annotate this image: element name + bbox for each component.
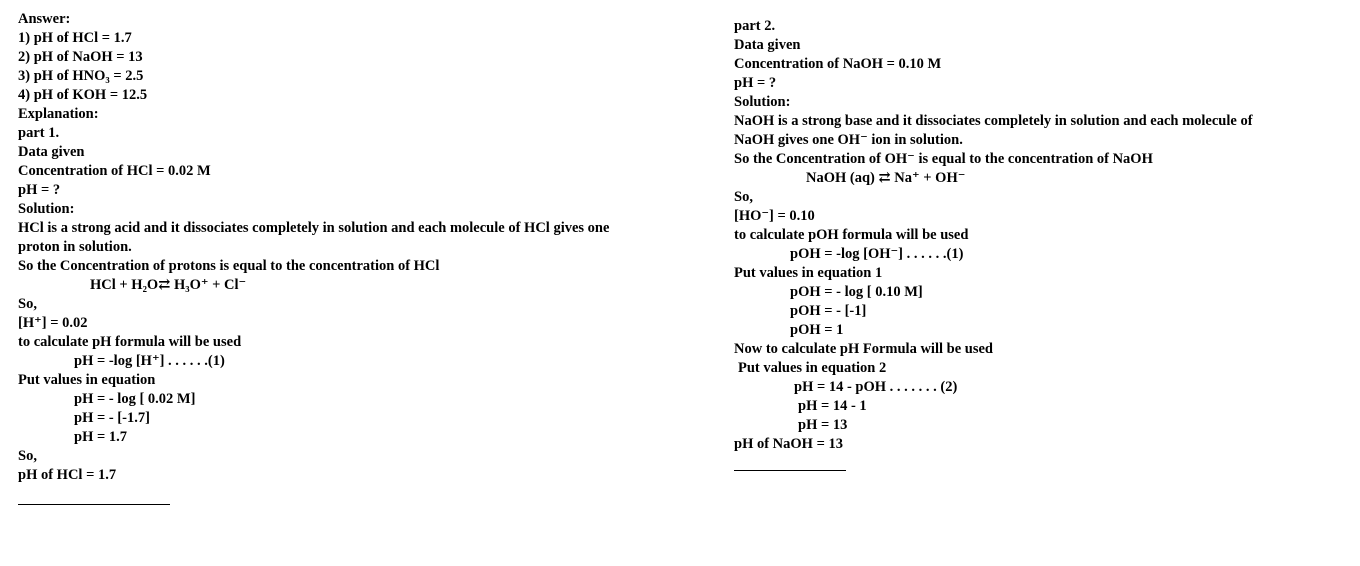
divider-line	[734, 470, 846, 471]
answer-item: 4) pH of KOH = 12.5	[18, 87, 148, 103]
explanation-heading: Explanation:	[18, 106, 99, 122]
calc-step: pOH = - [-1]	[790, 303, 867, 319]
h-concentration: [H⁺] = 0.02	[18, 315, 88, 331]
ph-unknown: pH = ?	[734, 75, 777, 91]
calc-step: pH = 1.7	[74, 429, 127, 445]
solution-text: So the Concentration of OH⁻ is equal to the concentration of NaOH	[734, 151, 1153, 167]
poh-formula: pOH = -log [OH⁻] . . . . . .(1)	[790, 246, 964, 262]
calc-step: pOH = - log [ 0.10 M]	[790, 284, 923, 300]
right-column	[734, 17, 1334, 454]
data-given-label: Data given	[18, 144, 85, 160]
solution-text: So the Concentration of protons is equal to the concentration of HCl	[18, 258, 440, 274]
so-label: So,	[734, 189, 753, 205]
ph-formula: pH = -log [H⁺] . . . . . .(1)	[74, 353, 225, 369]
left-column	[18, 10, 678, 485]
hcl-concentration: Concentration of HCl = 0.02 M	[18, 163, 211, 179]
calc-step: pH = 13	[798, 417, 848, 433]
solution-text: proton in solution.	[18, 239, 132, 255]
reaction-equation: HCl + H₂O⇄ H₃O⁺ + Cl⁻	[90, 277, 247, 293]
calc-step: pH = - [-1.7]	[74, 410, 150, 426]
part2-heading: part 2.	[734, 18, 776, 34]
solution-text: NaOH is a strong base and it dissociates completely in solution and each molecule of	[734, 113, 1253, 129]
solution-heading: Solution:	[734, 94, 791, 110]
so-label: So,	[18, 448, 37, 464]
solution-heading: Solution:	[18, 201, 75, 217]
answer-item: 2) pH of NaOH = 13	[18, 49, 143, 65]
so-label: So,	[18, 296, 37, 312]
ph-unknown: pH = ?	[18, 182, 61, 198]
part1-heading: part 1.	[18, 125, 60, 141]
answer-item: 3) pH of HNO₃ = 2.5	[18, 68, 144, 84]
naoh-concentration: Concentration of NaOH = 0.10 M	[734, 56, 942, 72]
now-calc-label: Now to calculate pH Formula will be used	[734, 341, 993, 357]
data-given-label: Data given	[734, 37, 801, 53]
final-result: pH of NaOH = 13	[734, 436, 843, 452]
ph-formula: pH = 14 - pOH . . . . . . . (2)	[794, 379, 958, 395]
divider-line	[18, 504, 170, 505]
calc-step: pOH = 1	[790, 322, 844, 338]
solution-text: NaOH gives one OH⁻ ion in solution.	[734, 132, 963, 148]
calc-step: pH = - log [ 0.02 M]	[74, 391, 196, 407]
answer-heading: Answer:	[18, 11, 71, 27]
put-values-label: Put values in equation	[18, 372, 156, 388]
formula-intro: to calculate pH formula will be used	[18, 334, 242, 350]
put-values-label: Put values in equation 1	[734, 265, 883, 281]
solution-text: HCl is a strong acid and it dissociates completely in solution and each molecule of HCl gives one	[18, 220, 610, 236]
oh-concentration: [HO⁻] = 0.10	[734, 208, 815, 224]
final-result: pH of HCl = 1.7	[18, 467, 117, 483]
answer-item: 1) pH of HCl = 1.7	[18, 30, 132, 46]
reaction-equation: NaOH (aq) ⇄ Na⁺ + OH⁻	[806, 170, 966, 186]
calc-step: pH = 14 - 1	[798, 398, 867, 414]
formula-intro: to calculate pOH formula will be used	[734, 227, 969, 243]
put-values-label: Put values in equation 2	[738, 360, 887, 376]
